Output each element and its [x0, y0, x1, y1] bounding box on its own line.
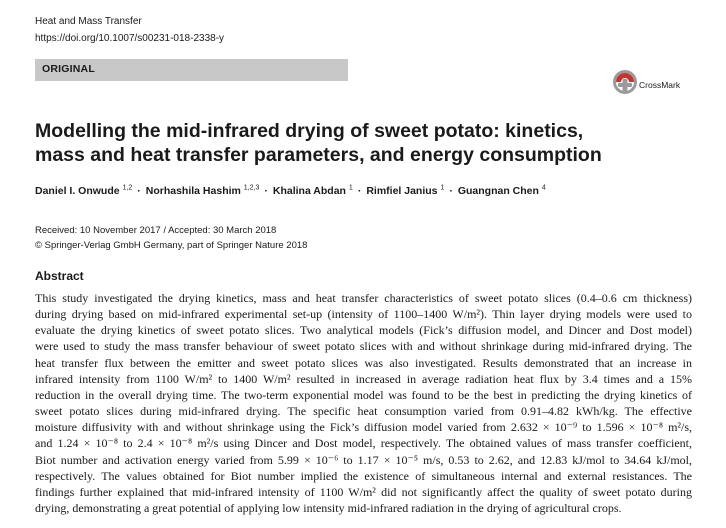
abstract-line: and 1.24 × 10⁻⁸ to 2.4 × 10⁻⁸ m²/s using Dincer and Dost model, respectively. The obtained values of mass transfer coefficient,: [35, 436, 692, 451]
author-affiliation: 1: [440, 184, 445, 192]
author-list: [35, 185, 546, 197]
abstract-line: reduction in the overall drying time. The two-term exponential model was found to be the best in predicting the drying kinetics of: [35, 387, 692, 402]
author-affiliation: 1,2: [122, 184, 133, 192]
author[interactable]: [366, 185, 444, 197]
author-affiliation: 4: [541, 184, 546, 192]
author-separator: ·: [357, 185, 362, 197]
abstract-line: sweet potato slices during mid-infrared drying. The specific heat consumption varied from 0.91–4.82 kWh/kg. The effective: [35, 404, 692, 419]
copyright-notice: © Springer-Verlag GmbH Germany, part of Springer Nature 2018: [35, 240, 308, 251]
author-name: Rimfiel Janius: [366, 185, 441, 197]
article-type-bar: [35, 59, 348, 81]
abstract-line: were used to study the mass transfer behaviour of sweet potato slices with and without shrinkage during mid-infrared drying. The: [35, 339, 692, 354]
abstract-line: findings further explained that mid-infrared intensity of 1100 W/m² did not significantly affect the quality of sweet potato during: [35, 484, 692, 499]
crossmark-label: CrossMark: [639, 80, 681, 90]
doi-link[interactable]: https://doi.org/10.1007/s00231-018-2338-y: [35, 33, 225, 44]
abstract-line: heat transfer flux between the emitter and sweet potato slices was also investigated. Results demonstrated that an increase in: [35, 355, 692, 370]
abstract-line: infrared intensity from 1100 W/m² to 1400 W/m² resulted in increased in average radiation heat flux by 3.4 times and a 15%: [35, 371, 692, 386]
abstract-line: during drying based on mid-infrared experimental set-up (intensity of 1100–1400 W/m²). Thin layer drying models were used to: [35, 307, 692, 322]
article-type-label: ORIGINAL: [42, 63, 95, 75]
abstract-line: This study investigated the drying kinetics, mass and heat transfer characteristics of sweet potato slices (0.4–0.6 cm thickness): [35, 291, 692, 305]
author-name: Daniel I. Onwude: [35, 185, 123, 197]
author[interactable]: [35, 185, 132, 197]
article-title: Modelling the mid-infrared drying of sweet potato: kinetics, mass and heat transfer parameters, and energy consumption: [35, 120, 602, 166]
author-affiliation: 1,2,3: [243, 184, 260, 192]
abstract-line: moisture diffusivity with and without shrinkage using the Fick’s diffusion model varied from 2.632 × 10⁻⁹ to 1.596 × 10⁻⁸ m²/s,: [35, 420, 692, 435]
abstract-body: [35, 290, 692, 516]
author-name: Norhashila Hashim: [145, 185, 244, 197]
abstract-line: drying, demonstrating a great potential of applying low intensity mid-infrared radiation in the drying of agricultural crops.: [35, 501, 622, 516]
author-name: Khalina Abdan: [272, 185, 349, 197]
author-separator: ·: [137, 185, 141, 197]
abstract-heading: Abstract: [35, 269, 84, 283]
author-separator: ·: [449, 185, 453, 197]
author[interactable]: [458, 185, 546, 197]
abstract-line: evaluate the drying kinetics of sweet potato slices. Two analytical models (Fick’s diffusion model, and Dincer and Dost model): [35, 323, 692, 338]
journal-name: Heat and Mass Transfer: [35, 16, 142, 27]
received-accepted-dates: Received: 10 November 2017 / Accepted: 30 March 2018: [35, 225, 277, 236]
author[interactable]: [146, 185, 260, 197]
author[interactable]: [273, 185, 353, 197]
author-separator: ·: [264, 185, 268, 197]
author-name: Guangnan Chen: [457, 185, 542, 197]
crossmark-icon: [612, 69, 638, 95]
abstract-line: Biot number and activation energy varied from 5.99 × 10⁻⁶ to 1.17 × 10⁻⁵ m/s, 0.53 to 2.62, and 12.83 kJ/mol to 34.64 kJ/mol,: [35, 452, 692, 467]
author-affiliation: 1: [348, 184, 353, 192]
abstract-line: respectively. The values obtained for Biot number implied the existence of simultaneous internal and external resistances. The: [35, 468, 692, 483]
